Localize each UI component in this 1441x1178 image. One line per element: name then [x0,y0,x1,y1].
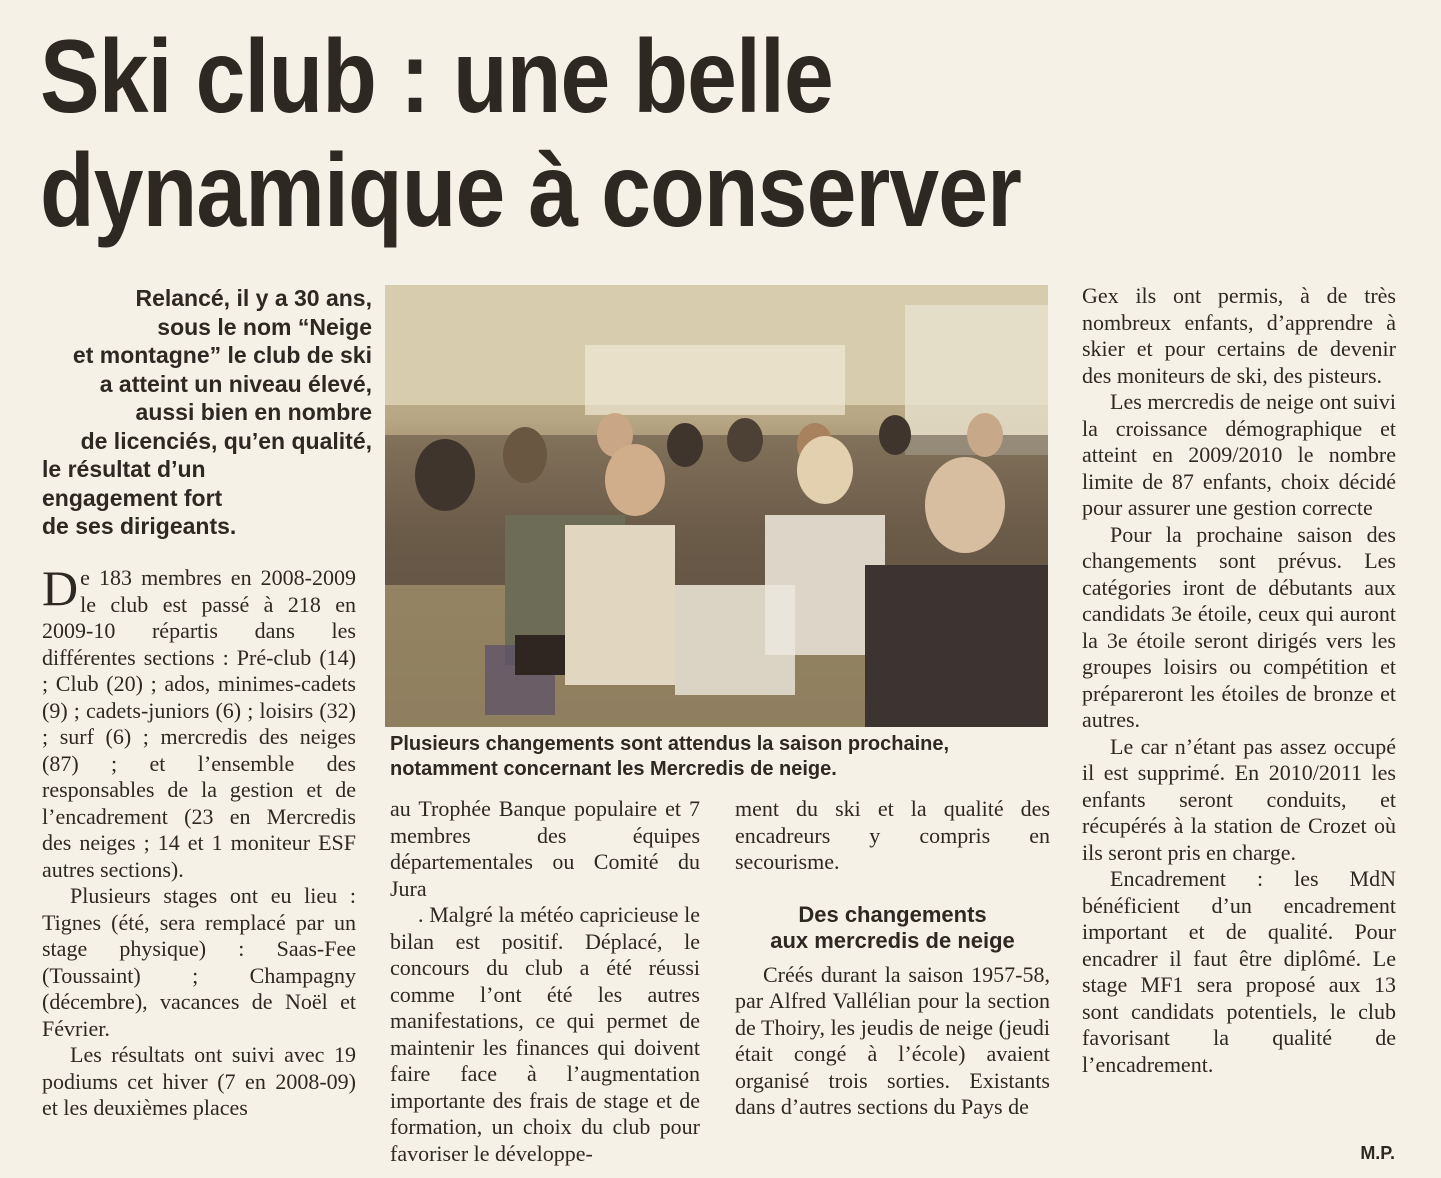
lead-line: de licenciés, qu’en qualité, [80,427,372,454]
headline-line-1: Ski club : une belle [40,19,833,135]
lead-line: sous le nom “Neige [157,313,372,340]
headline [40,20,1227,248]
paragraph: ment du ski et la qualité des encadreurs y compris en secourisme. [735,796,1050,874]
lead-line: engagement fort [42,484,223,511]
lead-line: de ses dirigeants. [42,513,237,539]
audience-photo [385,285,1048,727]
paragraph: Plusieurs stages ont eu lieu : Tignes (été, sera remplacé par un stage physique) : Saas-Fee (Toussaint) ; Champagny (décembre), vacances de Noël et Février. [42,883,356,1041]
lead-line: a atteint un niveau élevé, [99,370,372,397]
subheading [735,902,1050,954]
paragraph: Pour la prochaine saison des changements sont prévus. Les catégories iront de débutants aux candidats 3e étoile, ceux qui auront la 3e étoile seront dirigés vers les groupes loisirs ou compétition et prépareront les étoiles de bronze et autres. [1082,521,1396,732]
column-4 [1082,283,1396,1078]
lead-line: Relancé, il y a 30 ans, [135,285,372,311]
column-2 [390,796,700,1167]
lead-line: aussi bien en nombre [135,399,372,425]
paragraph: Les résultats ont suivi avec 19 podiums cet hiver (7 en 2008-09) et les deuxièmes places [42,1042,356,1120]
subheading-line: aux mercredis de neige [770,927,1015,953]
column-3 [735,796,1050,1121]
paragraph: Gex ils ont permis, à de très nombreux enfants, d’apprendre à skier et pour certains de devenir des moniteurs de ski, des pisteurs. [1082,283,1396,388]
lead-line: le résultat d’un [42,456,206,482]
paragraph: Les mercredis de neige ont suivi la croissance démographique et atteint en 2009/2010 le nombre limite de 87 enfants, choix décidé pour assurer une gestion correcte [1082,389,1396,520]
caption-line: notamment concernant les Mercredis de neige. [390,758,837,780]
subheading-line: Des changements [798,901,987,927]
caption-line: Plusieurs changements sont attendus la saison prochaine, [390,733,950,755]
headline-line-2: dynamique à conserver [40,133,1022,249]
paragraph: Encadrement : les MdN bénéficient d’un encadrement important et de qualité. Pour encadrer il faut être diplômé. Le stage MF1 sera proposé aux 13 sont candidats potentiels, le club favorisant la qualité de l’encadrement. [1082,866,1396,1077]
lead-line: et montagne” le club de ski [72,342,372,368]
lead-paragraph [42,284,372,541]
photo-caption [390,732,1050,782]
column-1 [42,560,356,1122]
paragraph: Créés durant la saison 1957-58, par Alfred Vallélian pour la section de Thoiry, les jeudis de neige (jeudi était congé à l’école) avaient organisé trois sorties. Existants dans d’autres sections du Pays de [735,961,1050,1119]
paragraph: . Malgré la météo capricieuse le bilan est positif. Déplacé, le concours du club a été réussi comme l’ont été les autres manifestations, ce qui permet de maintenir les finances qui doivent faire face à l’augmentation importante des frais de stage et de formation, un choix du club pour favoriser le développe- [390,902,700,1166]
byline: M.P. [1360,1143,1395,1163]
paragraph: au Trophée Banque populaire et 7 membres des équipes départementales ou Comité du Jura [390,796,700,901]
paragraph: De 183 membres en 2008-2009 le club est passé à 218 en 2009-10 répartis dans les différentes sections : Pré-club (14) ; Club (20) ; ados, minimes-cadets (9) ; cadets-juniors (6) ; loisirs (32) ; surf (6) ; mercredis des neiges (87) ; et l’ensemble des responsables de la gestion et de l’encadrement (23 en Mercredis des neiges ; 14 et 1 moniteur ESF autres sections). [42,560,356,882]
paragraph: Le car n’étant pas assez occupé il est supprimé. En 2010/2011 les enfants seront conduits, et récupérés à la station de Crozet où ils seront pris en charge. [1082,733,1396,865]
